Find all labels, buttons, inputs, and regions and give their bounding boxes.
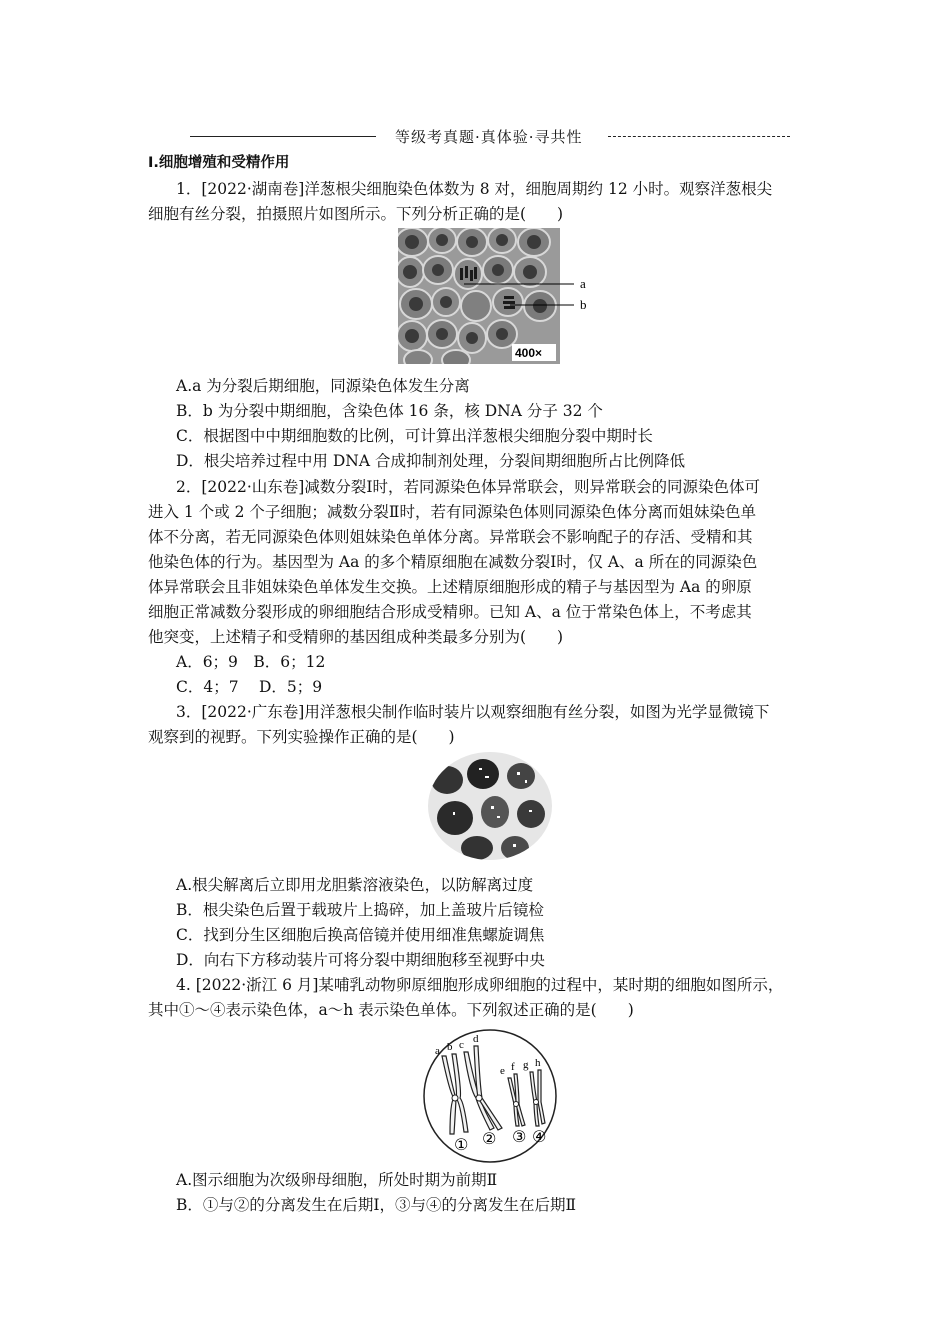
chromatid-h xyxy=(538,1070,545,1124)
q4-line-1: 4. [2022·浙江 6 月]某哺乳动物卵原细胞形成卵细胞的过程中，某时期的细胞如图所示， xyxy=(176,976,784,994)
q2-line-5: 体异常联会且非姐妹染色单体发生交换。上述精原细胞形成的精子与基因型为 Aa 的卵原 xyxy=(148,578,752,596)
header-rule-left xyxy=(190,136,376,137)
label-chromosome-3: ③ xyxy=(512,1127,527,1146)
centromeres xyxy=(452,1095,539,1107)
chromosomes xyxy=(442,1046,545,1134)
label-chromatid-f: f xyxy=(511,1061,515,1073)
q1-line-1: 1．[2022·湖南卷]洋葱根尖细胞染色体数为 8 对，细胞周期约 12 小时。观察洋葱根尖 xyxy=(176,180,773,198)
cell-dark-5 xyxy=(481,796,509,828)
header-rule-right xyxy=(608,136,790,137)
q1-line-2: 细胞有丝分裂，拍摄照片如图所示。下列分析正确的是( ) xyxy=(148,205,564,223)
q3-option-a: A.根尖解离后立即用龙胆紫溶液染色，以防解离过度 xyxy=(176,876,534,894)
microscope-field xyxy=(425,750,555,862)
cell-b-chromosomes xyxy=(503,296,515,309)
q4-line-2: 其中①～④表示染色体，a～h 表示染色单体。下列叙述正确的是( ) xyxy=(148,1001,634,1019)
q2-line-6: 细胞正常减数分裂形成的卵细胞结合形成受精卵。已知 A、a 位于常染色体上，不考虑其 xyxy=(148,603,752,621)
q3-option-b: B．根尖染色后置于载玻片上捣碎，加上盖玻片后镜检 xyxy=(176,901,544,919)
cell-dark-8 xyxy=(501,836,529,860)
label-chromatid-h: h xyxy=(535,1057,541,1069)
q2-options-cd: C．4；7 D．5；9 xyxy=(176,678,323,696)
q2-line-2: 进入 1 个或 2 个子细胞；减数分裂Ⅱ时，若有同源染色体则同源染色体分离而姐妹染色单 xyxy=(148,503,756,521)
cell-dark-4 xyxy=(437,801,473,835)
q1-option-a: A.a 为分裂后期细胞，同源染色体发生分离 xyxy=(176,377,470,395)
label-chromatid-e: e xyxy=(500,1065,505,1077)
magnification-label: 400× xyxy=(515,346,543,360)
label-chromosome-1: ① xyxy=(454,1135,469,1154)
q3-microscope-view-figure xyxy=(425,750,555,862)
section-header xyxy=(190,124,790,148)
q2-line-3: 体不分离，若无同源染色体则姐妹染色单体分离。异常联会不影响配子的存活、受精和其 xyxy=(148,528,753,546)
header-title: 等级考真题·真体验·寻共性 xyxy=(395,128,583,146)
q2-options-ab: A．6；9 B．6；12 xyxy=(176,653,326,671)
label-chromatid-d: d xyxy=(473,1033,479,1045)
q1-option-d: D．根尖培养过程中用 DNA 合成抑制剂处理，分裂间期细胞所占比例降低 xyxy=(176,452,685,470)
label-chromatid-a: a xyxy=(435,1045,440,1057)
q3-option-d: D．向右下方移动装片可将分裂中期细胞移至视野中央 xyxy=(176,951,545,969)
q4-option-b: B．①与②的分离发生在后期Ⅰ，③与④的分离发生在后期Ⅱ xyxy=(176,1196,577,1214)
label-chromatid-b: b xyxy=(447,1041,453,1053)
label-chromatid-g: g xyxy=(523,1059,529,1071)
label-b: b xyxy=(580,297,587,312)
q1-option-b: B．b 为分裂中期细胞，含染色体 16 条，核 DNA 分子 32 个 xyxy=(176,402,603,420)
cell-dark-7 xyxy=(461,836,493,860)
q1-micrograph-figure xyxy=(398,228,594,364)
q2-line-1: 2．[2022·山东卷]减数分裂Ⅰ时，若同源染色体异常联会，则异常联会的同源染色体可 xyxy=(176,478,760,496)
cell-dark-1 xyxy=(431,766,463,794)
label-chromatid-c: c xyxy=(459,1039,464,1051)
q2-line-4: 他染色体的行为。基因型为 Aa 的多个精原细胞在减数分裂Ⅰ时，仅 A、a 所在的同源染色 xyxy=(148,553,758,571)
label-chromosome-4: ④ xyxy=(532,1127,547,1146)
q3-line-2: 观察到的视野。下列实验操作正确的是( ) xyxy=(148,728,455,746)
section-title: Ⅰ.细胞增殖和受精作用 xyxy=(148,155,290,171)
q1-option-c: C．根据图中中期细胞数的比例，可计算出洋葱根尖细胞分裂中期时长 xyxy=(176,427,653,445)
q2-line-7: 他突变，上述精子和受精卵的基因组成种类最多分别为( ) xyxy=(148,628,564,646)
q4-option-a: A.图示细胞为次级卵母细胞，所处时期为前期Ⅱ xyxy=(176,1171,498,1189)
label-a: a xyxy=(580,276,586,291)
q3-line-1: 3．[2022·广东卷]用洋葱根尖制作临时装片以观察细胞有丝分裂，如图为光学显微镜下 xyxy=(176,703,770,721)
cell-dark-3 xyxy=(507,763,535,789)
label-chromosome-2: ② xyxy=(482,1129,497,1148)
q3-option-c: C．找到分生区细胞后换高倍镜并使用细准焦螺旋调焦 xyxy=(176,926,545,944)
q4-cell-diagram xyxy=(420,1026,560,1166)
cell-dark-6 xyxy=(517,800,545,828)
cell-dark-2 xyxy=(467,759,499,789)
